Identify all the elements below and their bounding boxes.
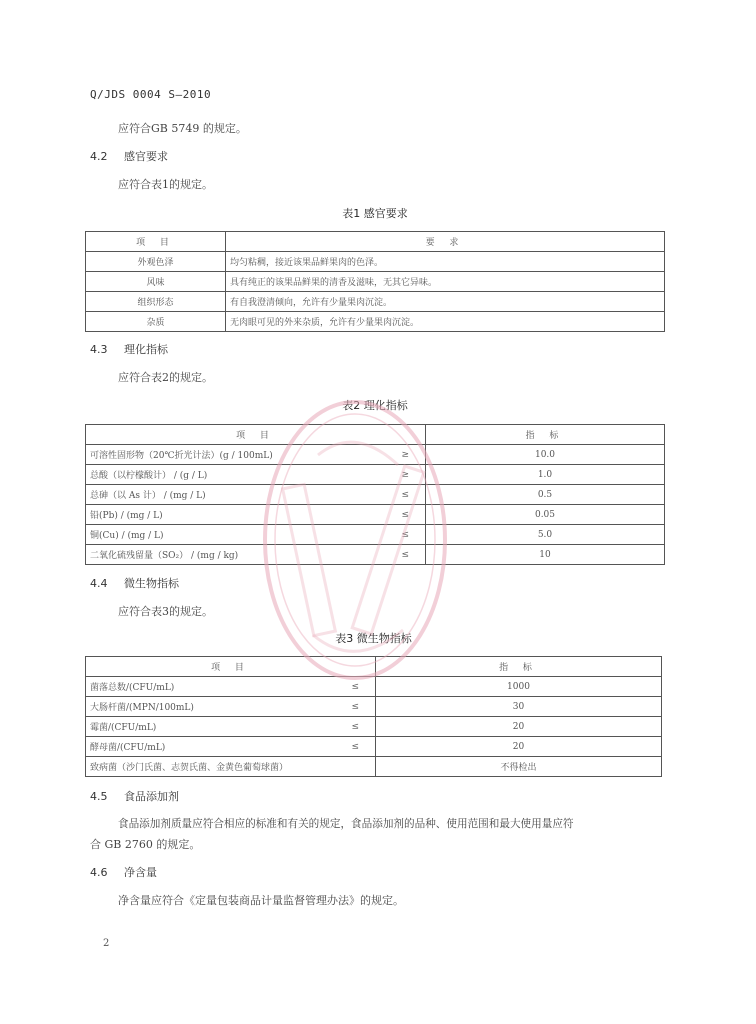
section-number: 4.2 [90,150,108,163]
table-2-caption: 表2 理化指标 [342,399,408,412]
section-number: 4.4 [90,577,108,590]
table-3-caption: 表3 微生物指标 [335,632,412,645]
value-cell: 30 [376,697,662,717]
item-cell: 外观色泽 [86,252,226,272]
table-row [86,272,665,292]
item-cell: 总酸（以柠檬酸计） / (g / L) [86,465,356,485]
header-cell: 指 标 [426,425,665,445]
table-row [86,697,662,717]
table-row [86,292,665,312]
item-cell: 铅(Pb) / (mg / L) [86,505,356,525]
value-cell: 不得检出 [376,757,662,777]
table-row [86,717,662,737]
table-row [86,737,662,757]
item-cell: 二氧化硫残留量（SO₂） / (mg / kg) [86,545,356,565]
header-cell: 要 求 [226,232,665,252]
item-cell: 铜(Cu) / (mg / L) [86,525,356,545]
value-cell: 5.0 [426,525,665,545]
operator-cell: ≤ [306,697,376,717]
operator-cell: ≤ [306,677,376,697]
table-row [86,312,665,332]
value-cell: 20 [376,737,662,757]
header-cell: 项 目 [86,232,226,252]
section-4-2-text: 应符合表1的规定。 [118,178,213,191]
item-cell: 致病菌（沙门氏菌、志贺氏菌、金黄色葡萄球菌） [86,757,306,777]
operator-cell: ≤ [356,505,426,525]
operator-cell: ≤ [306,717,376,737]
section-4-4-text: 应符合表3的规定。 [118,605,213,618]
official-seal-watermark-icon [258,395,453,685]
header-cell: 项 目 [86,425,426,445]
section-title: 理化指标 [124,343,168,356]
table-1-sensory [85,231,665,332]
operator-cell: ≤ [356,545,426,565]
section-number: 4.5 [90,790,108,803]
item-cell: 可溶性固形物（20℃折光计法）(g / 100mL) [86,445,356,465]
operator-cell: ≤ [356,485,426,505]
requirement-cell: 有自我澄清倾向，允许有少量果肉沉淀。 [226,292,665,312]
page-number: 2 [103,938,110,949]
section-4-3-text: 应符合表2的规定。 [118,371,213,384]
value-cell: 0.05 [426,505,665,525]
operator-cell: ≥ [356,465,426,485]
item-cell: 霉菌/(CFU/mL) [86,717,306,737]
item-cell: 酵母菌/(CFU/mL) [86,737,306,757]
header-cell: 项 目 [86,657,376,677]
section-title: 食品添加剂 [124,790,179,803]
section-4-6-text: 净含量应符合《定量包装商品计量监督管理办法》的规定。 [118,894,404,907]
header-cell: 指 标 [376,657,662,677]
section-4-5-heading [90,788,179,804]
document-number: Q/JDS 0004 S—2010 [90,88,212,101]
section-number: 4.3 [90,343,108,356]
item-cell: 大肠杆菌/(MPN/100mL) [86,697,306,717]
section-4-5-text-line1: 食品添加剂质量应符合相应的标准和有关的规定，食品添加剂的品种、使用范围和最大使用量应符 [118,818,574,830]
value-cell: 10 [426,545,665,565]
item-cell: 总砷（以 As 计） / (mg / L) [86,485,356,505]
section-title: 净含量 [124,866,157,879]
value-cell: 0.5 [426,485,665,505]
section-4-5-text-line2: 合 GB 2760 的规定。 [90,838,201,851]
item-cell: 杂质 [86,312,226,332]
section-title: 微生物指标 [124,577,179,590]
section-4-3-heading [90,341,168,357]
table-1-caption: 表1 感官要求 [342,207,408,220]
requirement-cell: 无肉眼可见的外来杂质，允许有少量果肉沉淀。 [226,312,665,332]
operator-cell [306,757,376,777]
item-cell: 组织形态 [86,292,226,312]
section-4-6-heading [90,864,157,880]
section-title: 感官要求 [124,150,168,163]
value-cell: 10.0 [426,445,665,465]
requirement-cell: 具有纯正的该果品鲜果的清香及滋味，无其它异味。 [226,272,665,292]
operator-cell: ≤ [306,737,376,757]
item-cell: 菌落总数/(CFU/mL) [86,677,306,697]
value-cell: 1.0 [426,465,665,485]
operator-cell: ≤ [356,525,426,545]
intro-text: 应符合GB 5749 的规定。 [118,122,247,135]
table-row [86,757,662,777]
table-header-row [86,232,665,252]
table-row [86,252,665,272]
section-4-4-heading [90,575,179,591]
section-number: 4.6 [90,866,108,879]
section-4-2-heading [90,148,168,164]
value-cell: 1000 [376,677,662,697]
operator-cell: ≥ [356,445,426,465]
value-cell: 20 [376,717,662,737]
item-cell: 风味 [86,272,226,292]
requirement-cell: 均匀粘稠，接近该果品鲜果肉的色泽。 [226,252,665,272]
